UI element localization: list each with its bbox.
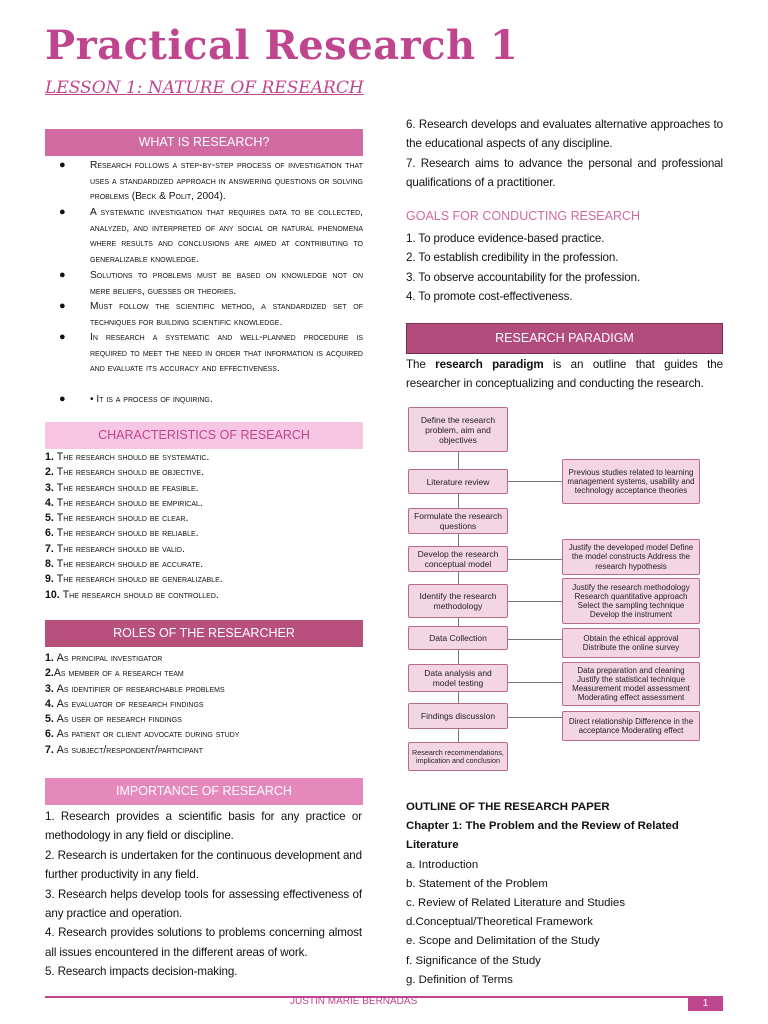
list-item: f. Significance of the Study <box>406 954 541 967</box>
outline-chapter: Chapter 1: The Problem and the Review of Related Literature <box>406 820 679 852</box>
outline-heading: OUTLINE OF THE RESEARCH PAPER <box>406 801 610 813</box>
list-item: g. Definition of Terms <box>406 973 513 986</box>
flow-detail-methodology: Justify the research methodology Research quantitative approach Select the sampling technique Develop the instrument <box>562 578 700 624</box>
flow-step-literature-review: Literature review <box>408 469 508 494</box>
list-item: 8. The research should be accurate. <box>45 558 204 571</box>
list-item: 1. Research provides a scientific basis for any practice or methodology in any field or discipline. <box>45 810 362 843</box>
paradigm-term: research paradigm <box>435 358 544 371</box>
list-item: 3. Research helps develop tools for assessing effectiveness of any practice and operation. <box>45 887 362 921</box>
flow-step-data-collection: Data Collection <box>408 626 508 650</box>
list-item: ● Research follows a step-by-step process of investigation that uses a standardized approach in answering questions or solving problems (Beck & Polit, 2004). <box>59 159 363 203</box>
list-item: 1. To produce evidence-based practice. <box>406 232 605 245</box>
research-paradigm-flowchart <box>406 405 706 777</box>
list-item: 4. Research provides solutions to problems concerning almost all issues encountered in the different areas of work. <box>45 926 362 959</box>
list-item: 7. Research aims to advance the personal and professional qualifications of a practitioner. <box>406 156 723 190</box>
list-item: 3. The research should be feasible. <box>45 481 199 494</box>
bullet-icon: ● <box>59 393 66 405</box>
importance-list <box>45 807 362 982</box>
bullet-icon: ● <box>59 269 66 281</box>
roles-list <box>45 651 363 758</box>
flow-step-conceptual-model: Develop the research conceptual model <box>408 546 508 572</box>
importance-continued-list <box>406 115 723 193</box>
list-item: 3. To observe accountability for the profession. <box>406 270 641 284</box>
list-item: 7. As subject/respondent/participant <box>45 743 203 756</box>
list-item: 7. The research should be valid. <box>45 542 185 555</box>
flow-detail-analysis: Data preparation and cleaning Justify the statistical technique Measurement model assessment Moderating effect assessment <box>562 662 700 706</box>
section-heading-what-is-research: WHAT IS RESEARCH? <box>45 129 363 156</box>
flow-step-methodology: Identify the research methodology <box>408 584 508 618</box>
flow-step-findings: Findings discussion <box>408 703 508 729</box>
list-item: 9. The research should be generalizable. <box>45 573 223 586</box>
flow-step-define-problem: Define the research problem, aim and objectives <box>408 407 508 452</box>
list-item: ● Solutions to problems must be based on knowledge not on mere beliefs, guesses or theories. <box>59 269 363 297</box>
flow-detail-literature: Previous studies related to learning management systems, usability and technology acceptance theories <box>562 459 700 504</box>
paradigm-intro: The research paradigm is an outline that guides the researcher in conceptualizing and conducting the research. <box>406 358 723 391</box>
bullet-icon: ● <box>59 331 66 343</box>
list-item: 4. As evaluator of research findings <box>45 697 204 710</box>
list-item: 2. The research should be objective. <box>45 466 205 479</box>
goals-list <box>406 229 723 307</box>
list-item: 6. Research develops and evaluates alternative approaches to the educational aspects of any discipline. <box>406 118 723 151</box>
flow-step-research-questions: Formulate the research questions <box>408 508 508 534</box>
footer-author: JUSTIN MARIE BERNADAS <box>290 996 418 1007</box>
list-item: ● • It is a process of inquiring. <box>45 392 363 408</box>
research-paper-outline <box>406 798 726 990</box>
list-item: c. Review of Related Literature and Studies <box>406 897 626 910</box>
list-item: 2. Research is undertaken for the continuous development and further productivity in any field. <box>45 848 362 882</box>
flow-step-data-analysis: Data analysis and model testing <box>408 664 508 692</box>
list-item: ● Must follow the scientific method, a standardized set of techniques for building scientific knowledge. <box>59 300 363 328</box>
bullet-icon: ● <box>59 206 66 218</box>
section-heading-roles: ROLES OF THE RESEARCHER <box>45 620 363 647</box>
flow-step-recommendations: Research recommendations, implication and conclusion <box>408 742 508 771</box>
flow-detail-model: Justify the developed model Define the model constructs Address the research hypothesis <box>562 539 700 575</box>
section-heading-goals: GOALS FOR CONDUCTING RESEARCH <box>406 209 641 223</box>
flow-detail-findings: Direct relationship Difference in the acceptance Moderating effect <box>562 711 700 741</box>
section-heading-characteristics: CHARACTERISTICS OF RESEARCH <box>45 422 363 449</box>
section-heading-paradigm: RESEARCH PARADIGM <box>406 323 723 354</box>
list-item: 5. Research impacts decision-making. <box>45 965 238 979</box>
list-item: ● In research a systematic and well-planned procedure is required to meet the need in order that information is acquired and evaluate its accuracy and effectiveness. <box>59 331 363 375</box>
list-item: 10. The research should be controlled. <box>45 588 219 601</box>
characteristics-list <box>45 450 363 603</box>
list-item: e. Scope and Delimitation of the Study <box>406 935 600 948</box>
list-item: a. Introduction <box>406 858 479 871</box>
bullet-icon: ● <box>59 159 66 171</box>
flow-detail-data-collection: Obtain the ethical approval Distribute the online survey <box>562 628 700 658</box>
list-item: 2. To establish credibility in the profession. <box>406 251 619 265</box>
bullet-icon: ● <box>59 300 66 312</box>
list-item: 3. As identifier of researchable problems <box>45 682 225 695</box>
page-title: Practical Research 1 <box>45 22 519 69</box>
section-heading-importance: IMPORTANCE OF RESEARCH <box>45 778 363 805</box>
list-item: b. Statement of the Problem <box>406 877 548 890</box>
what-is-research-list <box>45 158 363 408</box>
list-item: 1. As principal investigator <box>45 652 163 664</box>
list-item: 4. To promote cost-effectiveness. <box>406 290 573 304</box>
list-item: 2.As member of a research team <box>45 667 184 680</box>
list-item: 6. The research should be reliable. <box>45 527 199 540</box>
list-item: 5. The research should be clear. <box>45 512 189 525</box>
list-item: ● A systematic investigation that requires data to be collected, analyzed, and interpreted of any social or natural phenomena where results and conclusions are aimed at contributing to generalizable knowledge. <box>59 206 363 265</box>
list-item: 5. As user of research findings <box>45 713 182 726</box>
lesson-subtitle: LESSON 1: NATURE OF RESEARCH <box>45 78 364 98</box>
page-number: 1 <box>688 997 723 1011</box>
list-item: 4. The research should be empirical. <box>45 496 203 509</box>
list-item: d.Conceptual/Theoretical Framework <box>406 916 593 929</box>
list-item: 1. The research should be systematic. <box>45 451 210 463</box>
list-item: 6. As patient or client advocate during study <box>45 728 240 741</box>
